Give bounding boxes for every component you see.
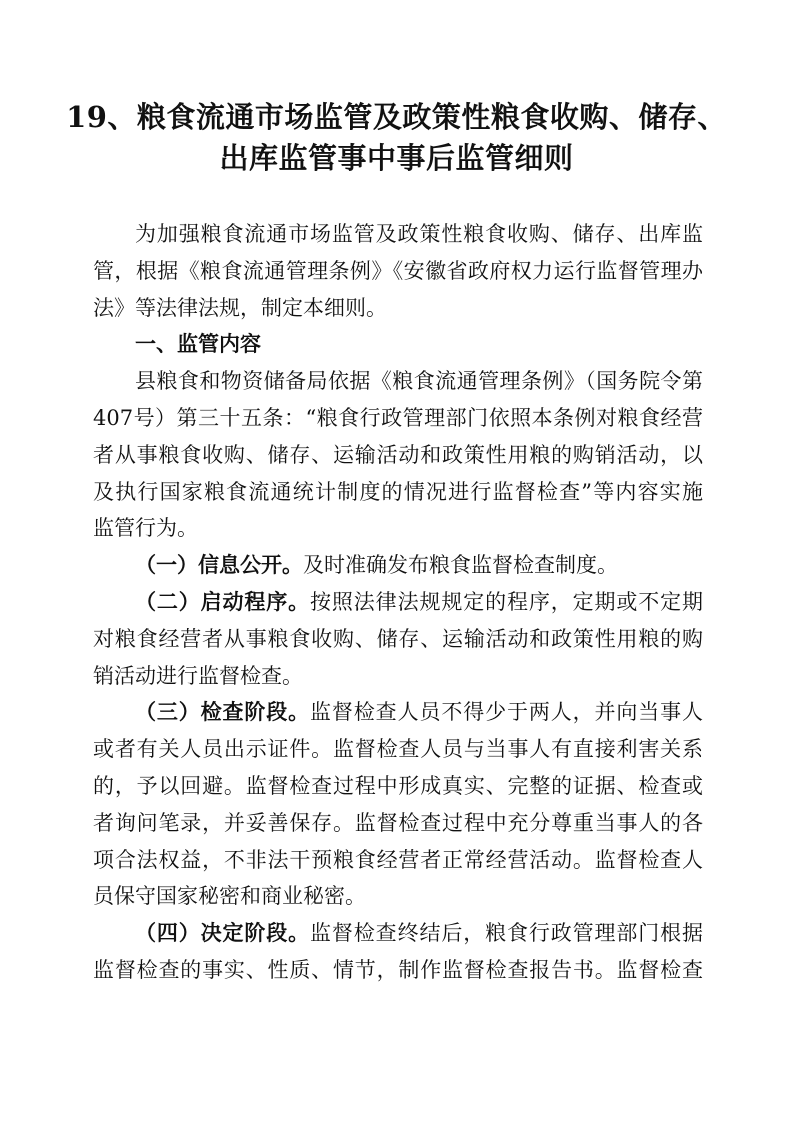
item-label: （二）启动程序。 (135, 589, 311, 614)
item-line: 或者有关人员出示证件。监督检查人员与当事人有直接利害关系 (93, 737, 703, 762)
section-line: 407号）第三十五条：“粮食行政管理部门依照本条例对粮食经营 (93, 405, 703, 430)
intro-line: 管，根据《粮食流通管理条例》《安徽省政府权力运行监督管理办 (93, 258, 703, 283)
item-line: 销活动进行监督检查。 (93, 663, 303, 688)
item-line: 员保守国家秘密和商业秘密。 (93, 884, 366, 909)
item-label: （一）信息公开。 (135, 553, 303, 578)
section-line: 监管行为。 (93, 516, 198, 541)
item-paragraph-2 (93, 584, 703, 621)
document-body (93, 216, 703, 989)
item-label: （三）检查阶段。 (135, 700, 311, 725)
document-title-line-1: 19、粮食流通市场监管及政策性粮食收购、储存、 (66, 100, 727, 134)
item-text: 监督检查人员不得少于两人，并向当事人 (310, 700, 704, 725)
section-heading: 一、监管内容 (135, 332, 261, 357)
item-line: 监督检查的事实、性质、情节，制作监督检查报告书。监督检查 (93, 957, 703, 982)
item-label: （四）决定阶段。 (135, 921, 311, 946)
item-text: 及时准确发布粮食监督检查制度。 (303, 553, 618, 578)
item-paragraph-4 (93, 915, 703, 952)
intro-line: 法》等法律法规，制定本细则。 (93, 295, 387, 320)
item-text: 按照法律法规规定的程序，定期或不定期 (310, 589, 704, 614)
item-line: 项合法权益，不非法干预粮食经营者正常经营活动。监督检查人 (93, 847, 703, 872)
document-title-line-2: 出库监管事中事后监管细则 (219, 141, 574, 175)
item-paragraph-1 (93, 547, 703, 584)
item-paragraph-3 (93, 694, 703, 731)
item-text: 监督检查终结后，粮食行政管理部门根据 (310, 921, 704, 946)
item-line: 对粮食经营者从事粮食收购、储存、运输活动和政策性用粮的购 (93, 626, 703, 651)
item-line: 的，予以回避。监督检查过程中形成真实、完整的证据、检查或 (93, 773, 703, 798)
section-line: 县粮食和物资储备局依据《粮食流通管理条例》（国务院令第 (135, 369, 703, 394)
intro-line: 为加强粮食流通市场监管及政策性粮食收购、储存、出库监 (135, 222, 703, 246)
section-line: 及执行国家粮食流通统计制度的情况进行监督检查”等内容实施 (93, 479, 703, 504)
item-line: 者询问笔录，并妥善保存。监督检查过程中充分尊重当事人的各 (93, 810, 703, 835)
section-line: 者从事粮食收购、储存、运输活动和政策性用粮的购销活动，以 (93, 442, 703, 467)
